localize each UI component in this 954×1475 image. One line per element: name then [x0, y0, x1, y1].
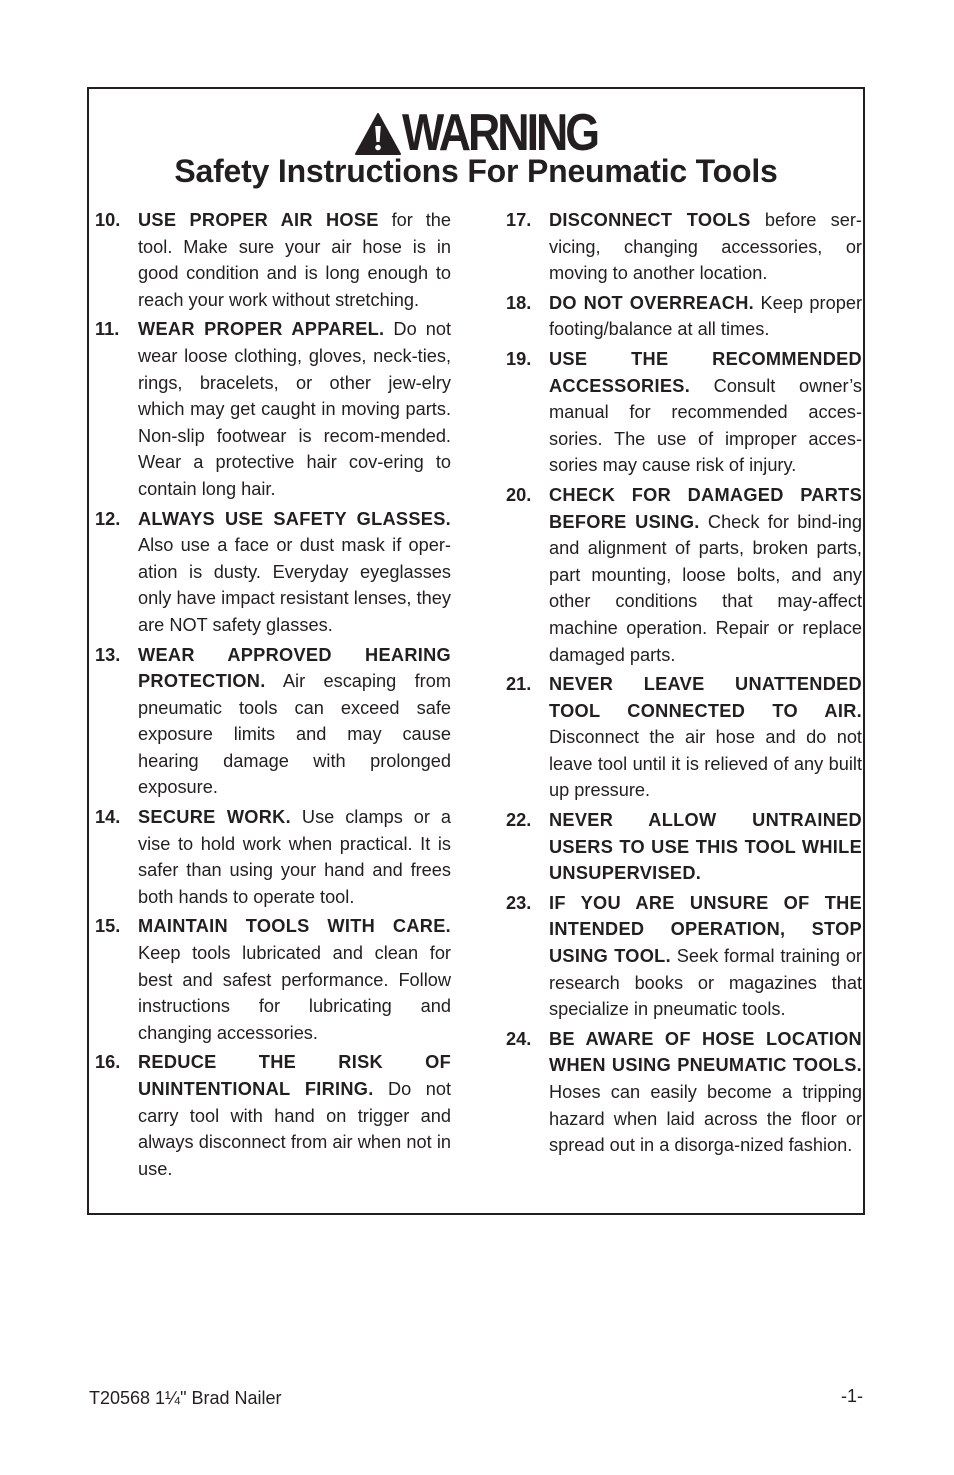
instruction-body: Use clamps or a vise to hold work when practical. It is safer than using your hand and frees both hands to operate tool. — [138, 807, 451, 907]
instruction-text — [549, 807, 862, 887]
instruction-item — [506, 1026, 862, 1159]
warning-box — [87, 87, 865, 1215]
instruction-item — [95, 642, 451, 802]
instruction-number: 21. — [506, 674, 532, 695]
instruction-item — [506, 482, 862, 668]
instruction-heading: IF YOU ARE UNSURE OF THE INTENDED OPERATION, STOP USING TOOL. — [549, 892, 862, 967]
instruction-item — [95, 913, 451, 1046]
instruction-number: 22. — [506, 810, 532, 831]
footer-model: T20568 1¼" Brad Nailer — [89, 1388, 282, 1408]
instruction-item — [506, 890, 862, 1023]
instruction-heading: ALWAYS USE SAFETY GLASSES. — [138, 508, 451, 529]
instruction-text — [138, 316, 451, 502]
instruction-item — [95, 207, 451, 313]
instruction-body: for the tool. Make sure your air hose is in good condition and is long enough to reach your work without stretching. — [138, 210, 451, 310]
instruction-item — [95, 316, 451, 502]
instruction-heading: CHECK FOR DAMAGED PARTS BEFORE USING. — [549, 484, 862, 532]
instruction-number: 18. — [506, 292, 532, 313]
instruction-text — [138, 1049, 451, 1182]
warning-title: WARNING — [401, 104, 597, 162]
instruction-number: 15. — [95, 916, 121, 937]
instruction-number: 23. — [506, 892, 532, 913]
instruction-body: Hoses can easily become a tripping hazard when laid across the floor or spread out in a disorga-nized fashion. — [549, 1082, 862, 1156]
instruction-body: Consult owner’s manual for recommended acces-sories. The use of improper acces-sories may cause risk of injury. — [549, 375, 862, 476]
instruction-body: Do not wear loose clothing, gloves, neck-ties, rings, bracelets, or other jew-elry which may get caught in moving parts. Non-slip footwear is recom-mended. Wear a protective hair cov-ering to contain long hair. — [138, 319, 451, 499]
instruction-number: 17. — [506, 210, 532, 230]
instruction-heading: NEVER LEAVE UNATTENDED TOOL CONNECTED TO AIR. — [549, 674, 862, 721]
instruction-text — [549, 207, 862, 287]
instruction-number: 20. — [506, 484, 532, 505]
instruction-body: Do not carry tool with hand on trigger and always disconnect from air when not in use. — [138, 1079, 451, 1179]
instruction-number: 12. — [95, 508, 121, 529]
instruction-text — [138, 913, 451, 1046]
warning-triangle-icon — [354, 112, 402, 156]
instruction-text — [549, 346, 862, 479]
instruction-number: 10. — [95, 210, 121, 230]
instruction-body: Air escaping from pneumatic tools can exceed safe exposure limits and may cause hearing damage with prolonged exposure. — [138, 671, 451, 798]
instruction-number: 11. — [95, 319, 120, 340]
instruction-heading: WEAR APPROVED HEARING PROTECTION. — [138, 644, 451, 692]
instruction-body: Also use a face or dust mask if oper-ation is dusty. Everyday eyeglasses only have impact resistant lenses, they are NOT safety glasses. — [138, 535, 451, 635]
instruction-item — [95, 1049, 451, 1182]
instruction-heading: DISCONNECT TOOLS — [549, 210, 751, 230]
instruction-item — [95, 506, 451, 639]
instruction-heading: REDUCE THE RISK OF UNINTENTIONAL FIRING. — [138, 1052, 451, 1099]
instruction-item — [506, 671, 862, 804]
instructions-column-right — [506, 207, 862, 1162]
instruction-number: 19. — [506, 348, 532, 369]
instruction-text — [549, 890, 862, 1023]
instruction-item — [506, 346, 862, 479]
instruction-body: Disconnect the air hose and do not leave tool until it is relieved of any built up pressure. — [549, 727, 862, 801]
instruction-heading: USE THE RECOMMENDED ACCESSORIES. — [549, 348, 862, 396]
instruction-text — [138, 207, 451, 313]
instruction-heading: WEAR PROPER APPAREL. — [138, 319, 385, 340]
instruction-body: before ser-vicing, changing accessories, or moving to another location. — [549, 210, 862, 284]
instruction-body: Seek formal training or research books or magazines that specialize in pneumatic tools. — [549, 946, 862, 1020]
instruction-text — [138, 506, 451, 639]
instruction-body: Check for bind-ing and alignment of parts, broken parts, part mounting, loose bolts, and any other conditions that may-affect machine operation. Repair or replace damaged parts. — [549, 511, 862, 665]
instruction-heading: BE AWARE OF HOSE LOCATION WHEN USING PNEUMATIC TOOLS. — [549, 1028, 862, 1076]
instruction-item — [506, 207, 862, 287]
footer-page-number: -1- — [841, 1386, 863, 1406]
instruction-text — [138, 804, 451, 910]
instruction-body: Keep tools lubricated and clean for best and safest performance. Follow instructions for lubricating and changing accessories. — [138, 943, 451, 1043]
instruction-text — [549, 671, 862, 804]
instruction-item — [95, 804, 451, 910]
instruction-heading: DO NOT OVERREACH. — [549, 292, 754, 313]
instruction-text — [549, 482, 862, 668]
instruction-number: 24. — [506, 1028, 532, 1049]
instructions-column-left — [95, 207, 451, 1185]
instruction-body: Keep proper footing/balance at all times. — [549, 292, 862, 340]
instruction-heading: USE PROPER AIR HOSE — [138, 210, 379, 230]
instruction-text — [549, 290, 862, 343]
instruction-text — [138, 642, 451, 802]
instruction-heading: SECURE WORK. — [138, 807, 291, 828]
instruction-number: 16. — [95, 1052, 121, 1073]
instruction-heading: NEVER ALLOW UNTRAINED USERS TO USE THIS TOOL WHILE UNSUPERVISED. — [549, 810, 862, 884]
instruction-text — [549, 1026, 862, 1159]
page-subtitle: Safety Instructions For Pneumatic Tools — [174, 153, 778, 189]
instruction-number: 14. — [95, 807, 121, 828]
instruction-heading: MAINTAIN TOOLS WITH CARE. — [138, 916, 451, 937]
instruction-item — [506, 290, 862, 343]
instruction-number: 13. — [95, 644, 121, 665]
instruction-item — [506, 807, 862, 887]
